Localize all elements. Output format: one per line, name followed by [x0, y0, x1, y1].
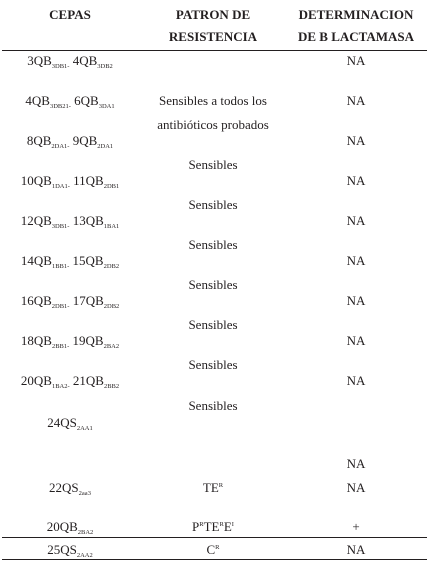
det-value: NA	[346, 456, 366, 471]
cepa-row: $12QB_{3DB1-}$ $13QB_{1BA1}$	[20, 213, 120, 230]
patron-all-sensitive	[142, 93, 284, 133]
det-value: NA	[346, 480, 366, 495]
cepa-row: $4QB_{3DB21-}$ $6QB_{3DA1}$	[25, 93, 115, 110]
cepa-row: $16QB_{2DB1-}$ $17QB_{2DB2}$	[20, 293, 120, 310]
header-det-line2: DE B LACTAMASA	[297, 29, 415, 44]
patron-te-resistant: $TE^R$	[202, 480, 224, 495]
cepa-row: $8QB_{2DA1-}$ $9QB_{2DA1}$	[26, 133, 114, 150]
det-value: NA	[346, 253, 366, 268]
det-value: NA	[346, 373, 366, 388]
header-patron	[142, 4, 284, 48]
row-rule	[2, 537, 427, 538]
det-value: NA	[346, 53, 366, 68]
det-value: NA	[346, 133, 366, 148]
header-det-line1: DETERMINACION	[298, 7, 414, 22]
det-value: NA	[346, 93, 366, 108]
det-value: NA	[346, 293, 366, 308]
cepa-row: $18QB_{2BB1-}$ $19QB_{2BA2}$	[20, 333, 120, 350]
patron-sensibles: Sensibles	[188, 237, 238, 252]
patron-all-sensitive-line1: Sensibles a todos los	[159, 93, 267, 108]
bottom-rule	[2, 559, 427, 560]
patron-sensibles: Sensibles	[188, 277, 238, 292]
header-patron-line2: RESISTENCIA	[168, 29, 258, 44]
patron-sensibles: Sensibles	[188, 317, 238, 332]
det-value: NA	[346, 542, 366, 557]
patron-c-resistant: $C^R$	[206, 542, 220, 557]
det-value: NA	[346, 173, 366, 188]
patron-sensibles: Sensibles	[188, 357, 238, 372]
det-value: NA	[346, 333, 366, 348]
cepa-row: $25QS_{2AA2}$	[47, 542, 93, 559]
patron-sensibles: Sensibles	[188, 157, 238, 172]
patron-all-sensitive-line2: antibióticos probados	[157, 117, 269, 132]
header-patron-line1: PATRON DE	[175, 7, 251, 22]
cepa-row: $14QB_{1BB1-}$ $15QB_{2DB2}$	[20, 253, 120, 270]
det-value: +	[352, 519, 360, 534]
patron-sensibles: Sensibles	[188, 398, 238, 413]
patron-pte-resistant: $P^RTE^RE^I$	[192, 519, 234, 534]
patron-sensibles: Sensibles	[188, 197, 238, 212]
header-cepas: CEPAS	[49, 7, 91, 22]
cepa-row: $24QS_{2AA1}$	[47, 415, 93, 432]
header-determinacion	[284, 4, 428, 48]
cepa-row: $3QB_{3DB1-}$ $4QB_{3DB2}$	[27, 53, 113, 70]
cepa-row: $20QB_{1BA2-}$ $21QB_{2BB2}$	[20, 373, 120, 390]
cepa-row: $22QS_{2aa3}$	[49, 480, 91, 497]
det-value: NA	[346, 213, 366, 228]
cepa-row: $20QB_{2BA2}$	[46, 519, 94, 536]
header-rule	[2, 50, 427, 51]
cepa-row: $10QB_{1DA1-}$ $11QB_{2DB1}$	[20, 173, 120, 190]
